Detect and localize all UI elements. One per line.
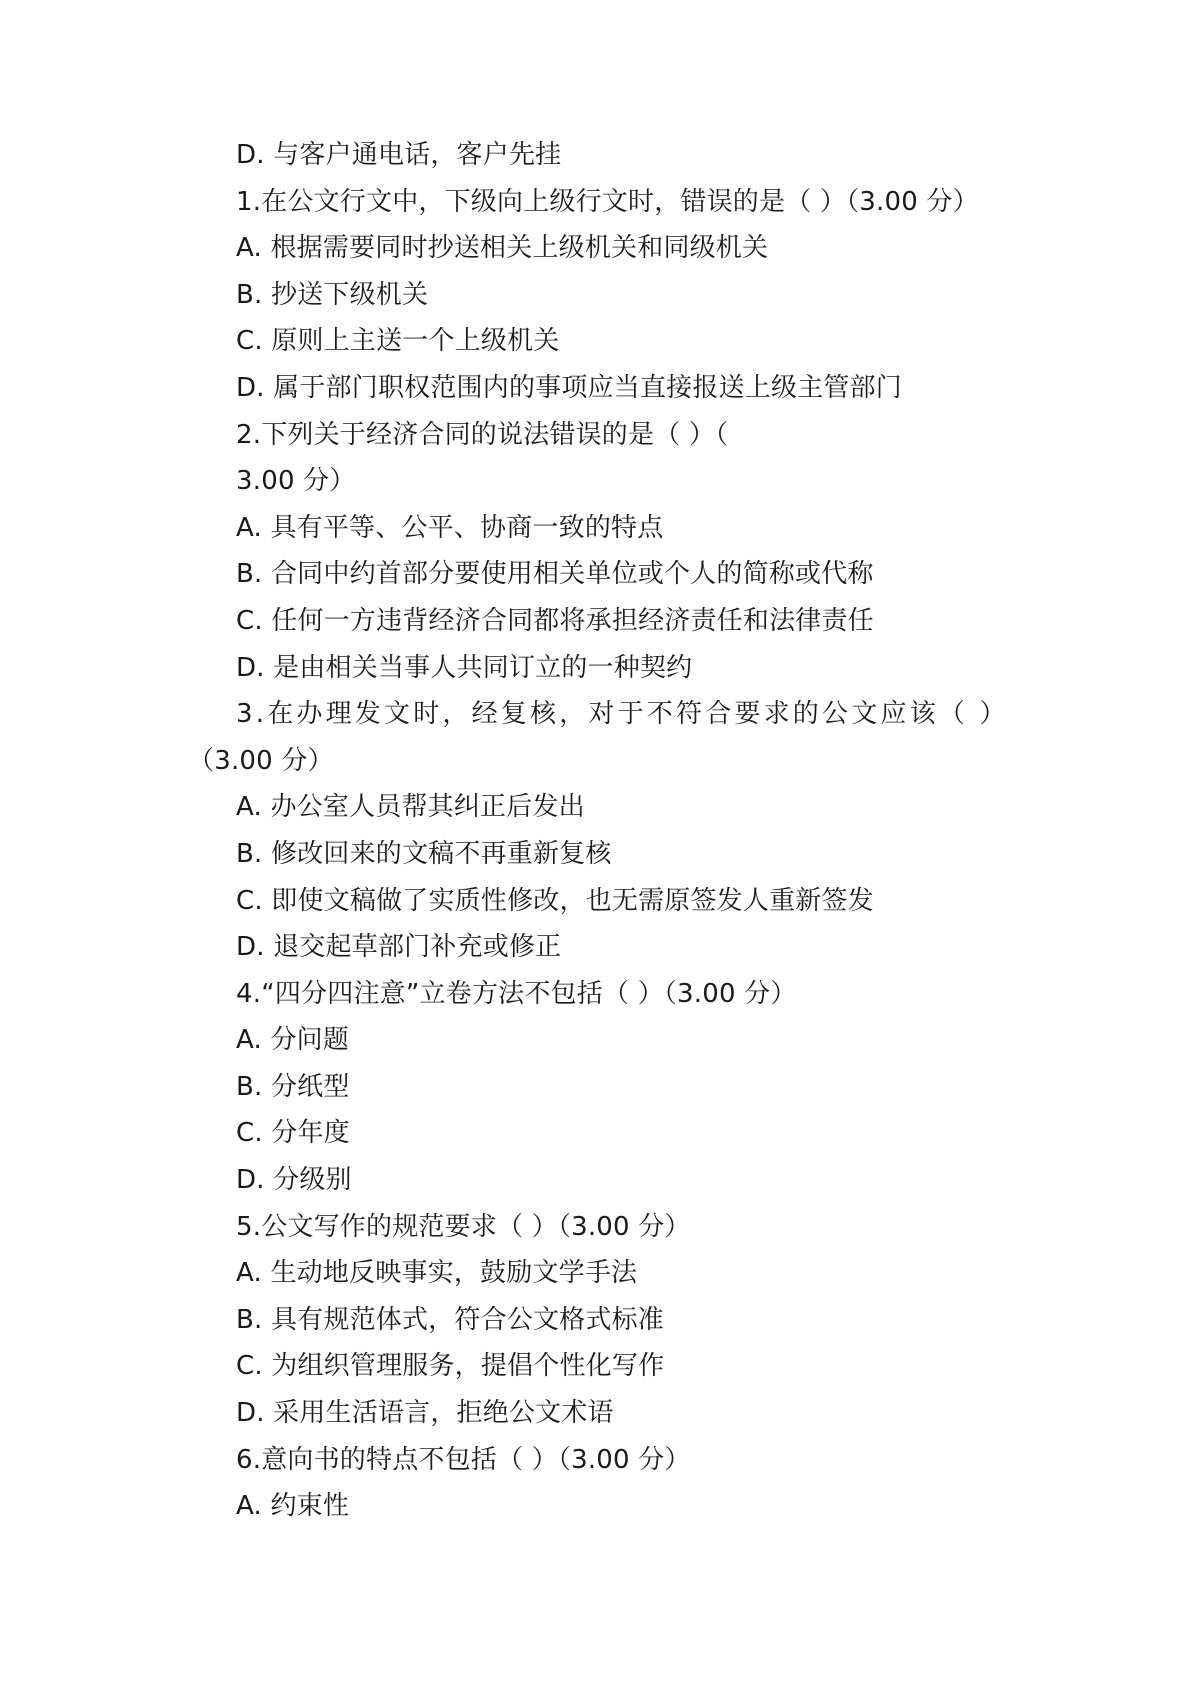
option-line: D. 采用生活语言，拒绝公文术语 <box>236 1398 614 1429</box>
option-line: C. 分年度 <box>236 1118 350 1149</box>
option-line: B. 合同中约首部分要使用相关单位或个人的简称或代称 <box>236 559 874 590</box>
question-line: 3.在办理发文时，经复核，对于不符合要求的公文应该（ ） <box>236 699 1009 730</box>
option-line: A. 根据需要同时抄送相关上级机关和同级机关 <box>236 233 769 264</box>
question-line-continued: （3.00 分） <box>188 745 334 776</box>
option-line: D. 是由相关当事人共同订立的一种契约 <box>236 652 693 683</box>
option-line: A. 约束性 <box>236 1491 350 1522</box>
question-line: 5.公文写作的规范要求（ ）（3.00 分） <box>236 1211 691 1242</box>
option-line: D. 退交起草部门补充或修正 <box>236 932 562 963</box>
option-line: B. 分纸型 <box>236 1071 350 1102</box>
option-line: D. 分级别 <box>236 1165 352 1196</box>
question-line: 4.“四分四注意”立卷方法不包括（ ）（3.00 分） <box>236 978 797 1009</box>
option-line: B. 抄送下级机关 <box>236 279 429 310</box>
option-line: C. 任何一方违背经济合同都将承担经济责任和法律责任 <box>236 605 874 636</box>
option-line: A. 生动地反映事实，鼓励文学手法 <box>236 1258 638 1289</box>
option-line: C. 为组织管理服务，提倡个性化写作 <box>236 1351 665 1382</box>
question-line: 2.下列关于经济合同的说法错误的是（ ）（ <box>236 419 729 450</box>
option-line: C. 原则上主送一个上级机关 <box>236 326 560 357</box>
option-line: B. 修改回来的文稿不再重新复核 <box>236 838 612 869</box>
option-line: A. 具有平等、公平、协商一致的特点 <box>236 512 664 543</box>
option-line: C. 即使文稿做了实质性修改，也无需原签发人重新签发 <box>236 885 874 916</box>
question-line: 1.在公文行文中，下级向上级行文时，错误的是（ ）（3.00 分） <box>236 186 979 217</box>
question-text-block <box>0 132 1191 1530</box>
option-line: A. 分问题 <box>236 1025 350 1056</box>
option-line: D. 与客户通电话，客户先挂 <box>236 140 562 170</box>
question-line: 6.意向书的特点不包括（ ）（3.00 分） <box>236 1444 691 1475</box>
option-line: B. 具有规范体式，符合公文格式标准 <box>236 1304 664 1335</box>
option-line: A. 办公室人员帮其纠正后发出 <box>236 792 585 823</box>
option-line: D. 属于部门职权范围内的事项应当直接报送上级主管部门 <box>236 372 902 403</box>
question-line-continued: 3.00 分） <box>236 466 356 497</box>
